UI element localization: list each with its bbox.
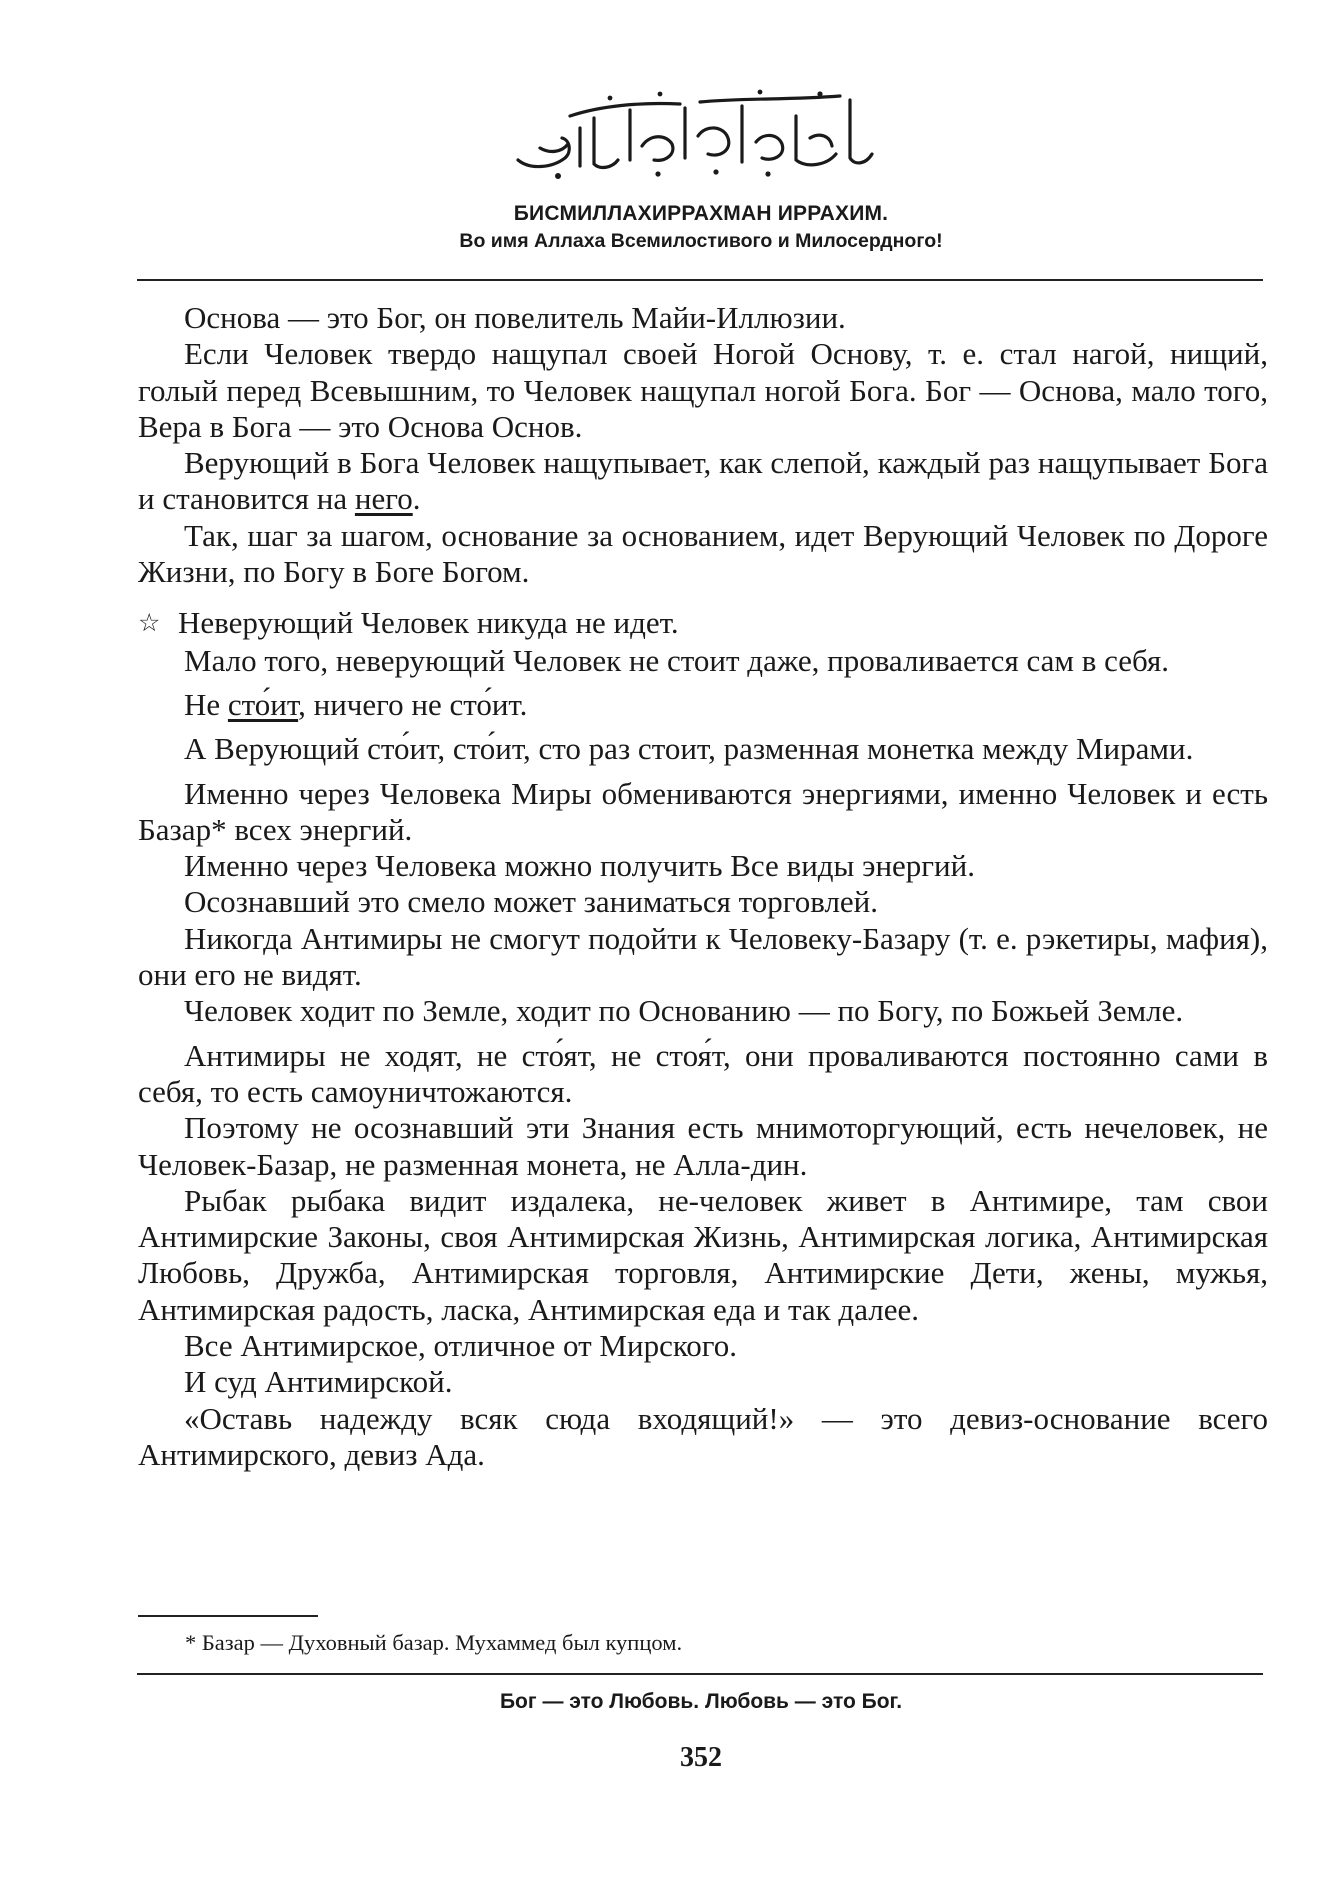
footnote: * Базар — Духовный базар. Мухаммед был купцом.	[185, 1630, 683, 1655]
star-icon: ☆	[138, 610, 161, 638]
paragraph: Никогда Антимиры не смогут подойти к Человеку-Базару (т. е. рэкетиры, мафия), они его не видят.	[138, 920, 1268, 993]
paragraph: Все Антимирское, отличное от Мирского.	[184, 1328, 738, 1364]
footnote-divider	[138, 1615, 318, 1617]
paragraph: Именно через Человека можно получить Все виды энергий.	[184, 848, 975, 884]
paragraph: Человек ходит по Земле, ходит по Основанию — по Богу, по Божьей Земле.	[184, 993, 1184, 1029]
page-number: 352	[680, 1742, 722, 1773]
paragraph: Не сто́ит, ничего не сто́ит.	[184, 686, 528, 722]
paragraph: ☆ Неверующий Человек никуда не идет.	[138, 605, 1268, 642]
paragraph: Рыбак рыбака видит издалека, не-человек живет в Антимире, там свои Антимирские Законы, своя Антимирская Жизнь, Антимирская логика, Антимирская Любовь, Дружба, Антимирская торговля, Антимирские Дети, жены, мужья, Антимирская радость, ласка, Антимирская еда и так далее.	[138, 1182, 1268, 1327]
paragraph: Так, шаг за шагом, основание за основанием, идет Верующий Человек по Дороге Жизни, по Богу в Боге Богом.	[138, 517, 1268, 590]
paragraph: Основа — это Бог, он повелитель Майи-Иллюзии.	[184, 300, 846, 335]
bismillah-calligraphy	[510, 88, 880, 183]
paragraph: Верующий в Бога Человек нащупывает, как слепой, каждый раз нащупывает Бога и становится на него.	[138, 445, 1268, 517]
header-divider	[137, 279, 1263, 281]
paragraph: Осознавший это смело может заниматься торговлей.	[184, 884, 879, 920]
paragraph: Поэтому не осознавший эти Знания есть мнимоторгующий, есть нечеловек, не Человек-Базар, не разменная монета, не Алла-дин.	[138, 1110, 1268, 1182]
header-title: БИСМИЛЛАХИРРАХМАН ИРРАХИМ.	[513, 202, 889, 225]
header-subtitle: Во имя Аллаха Всемилостивого и Милосердного!	[459, 230, 943, 252]
paragraph: А Верующий сто́ит, сто́ит, сто раз стоит, разменная монетка между Мирами.	[184, 731, 1194, 767]
paragraph: Антимиры не ходят, не сто́ят, не стоя́т, они проваливаются постоянно сами в себя, то есть самоуничтожаются.	[138, 1037, 1268, 1109]
paragraph: Именно через Человека Миры обмениваются энергиями, именно Человек и есть Базар* всех энергий.	[138, 775, 1268, 847]
marked-word: сто́ит	[227, 686, 299, 722]
underlined-word: него	[354, 481, 413, 517]
paragraph: «Оставь надежду всяк сюда входящий!» — это девиз-основание всего Антимирского, девиз Ада.	[138, 1400, 1268, 1472]
paragraph: И суд Антимирской.	[184, 1364, 453, 1400]
footer-motto: Бог — это Любовь. Любовь — это Бог.	[499, 1690, 903, 1713]
main-text	[138, 300, 1268, 1473]
paragraph: Мало того, неверующий Человек не стоит даже, проваливается сам в себя.	[184, 642, 1170, 678]
paragraph: Если Человек твердо нащупал своей Ногой Основу, т. е. стал нагой, нищий, голый перед Всевышним, то Человек нащупал ногой Бога. Бог — Основа, мало того, Вера в Бога — это Основа Основ.	[138, 336, 1268, 444]
footer-divider	[137, 1673, 1263, 1675]
